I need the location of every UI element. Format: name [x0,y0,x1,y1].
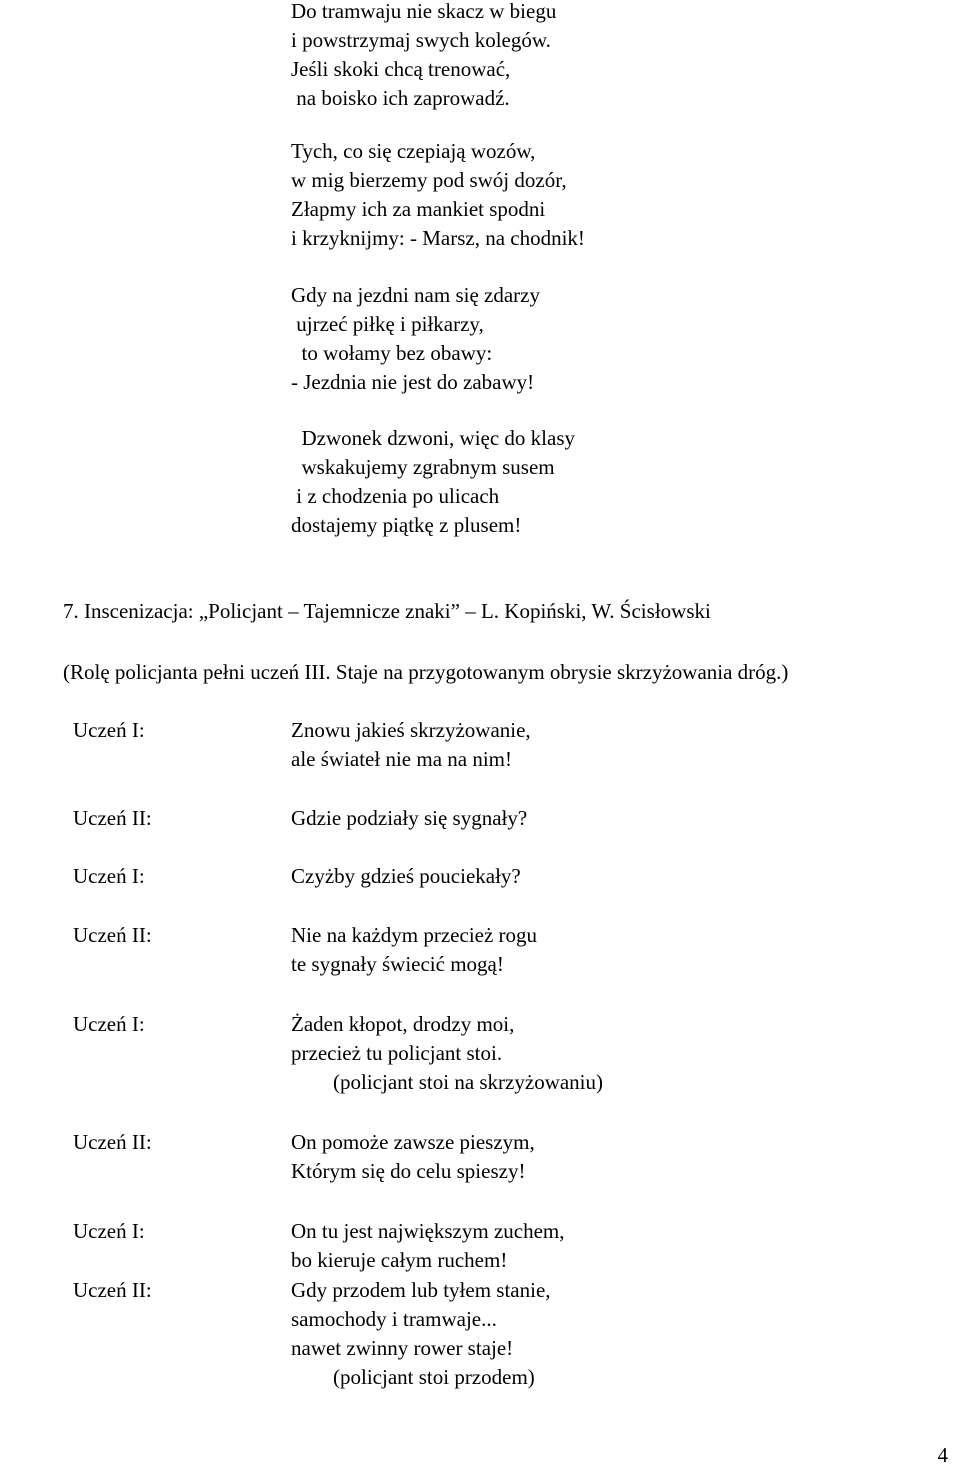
speech-block [291,862,521,891]
speaker-label: Uczeń I: [73,718,145,742]
poem-stanza-2 [291,137,585,253]
page-number: 4 [937,1443,948,1467]
speech-line: Czyżby gdzieś pouciekały? [291,864,521,888]
poem-line: na boisko ich zaprowadź. [291,86,510,110]
poem-stanza-3 [291,281,540,397]
speaker-label: Uczeń I: [73,1012,145,1036]
speech-block [291,1010,603,1097]
speech-line: przecież tu policjant stoi. [291,1041,503,1065]
poem-line: Do tramwaju nie skacz w biegu [291,0,557,23]
speech-line: samochody i tramwaje... [291,1307,497,1331]
speech-block [291,1217,565,1275]
poem-line: i powstrzymaj swych kolegów. [291,28,551,52]
speech-block [291,1276,551,1392]
speech-line: On pomoże zawsze pieszym, [291,1130,535,1154]
poem-line: to wołamy bez obawy: [291,341,493,365]
speech-line: bo kieruje całym ruchem! [291,1248,508,1272]
poem-stanza-4 [291,424,575,540]
speaker-label: Uczeń II: [73,923,152,947]
poem-line: ujrzeć piłkę i piłkarzy, [291,312,484,336]
stage-note: (Rolę policjanta pełni uczeń III. Staje na przygotowanym obrysie skrzyżowania dróg.) [63,660,789,684]
poem-line: Dzwonek dzwoni, więc do klasy [291,426,576,450]
speaker-label: Uczeń I: [73,1219,145,1243]
poem-line: i krzyknijmy: - Marsz, na chodnik! [291,226,585,250]
speech-line: On tu jest największym zuchem, [291,1219,565,1243]
speech-line: te sygnały świecić mogą! [291,952,504,976]
speech-line: Znowu jakieś skrzyżowanie, [291,718,531,742]
speech-line: Którym się do celu spieszy! [291,1159,526,1183]
speaker-label: Uczeń I: [73,864,145,888]
poem-line: w mig bierzemy pod swój dozór, [291,168,567,192]
speech-block [291,921,537,979]
speech-line: Nie na każdym przecież rogu [291,923,538,947]
speech-line: nawet zwinny rower staje! [291,1336,514,1360]
poem-line: Gdy na jezdni nam się zdarzy [291,283,540,307]
poem-line: dostajemy piątkę z plusem! [291,513,522,537]
speech-line: Gdzie podziały się sygnały? [291,806,528,830]
poem-line: Złapmy ich za mankiet spodni [291,197,546,221]
speech-block [291,804,527,833]
speech-line: (policjant stoi na skrzyżowaniu) [291,1070,604,1094]
speech-line: (policjant stoi przodem) [291,1365,535,1389]
poem-line: Tych, co się czepiają wozów, [291,139,536,163]
speech-block [291,1128,535,1186]
poem-line: i z chodzenia po ulicach [291,484,500,508]
speaker-label: Uczeń II: [73,1130,152,1154]
poem-line: wskakujemy zgrabnym susem [291,455,555,479]
poem-line: - Jezdnia nie jest do zabawy! [291,370,535,394]
speech-line: Gdy przodem lub tyłem stanie, [291,1278,551,1302]
speech-block [291,716,531,774]
poem-stanza-1 [291,0,556,113]
speech-line: Żaden kłopot, drodzy moi, [291,1012,515,1036]
section-heading: 7. Inscenizacja: „Policjant – Tajemnicze znaki” – L. Kopiński, W. Ścisłowski [63,599,711,623]
poem-line: Jeśli skoki chcą trenować, [291,57,511,81]
speaker-label: Uczeń II: [73,1278,152,1302]
speech-line: ale świateł nie ma na nim! [291,747,513,771]
speaker-label: Uczeń II: [73,806,152,830]
